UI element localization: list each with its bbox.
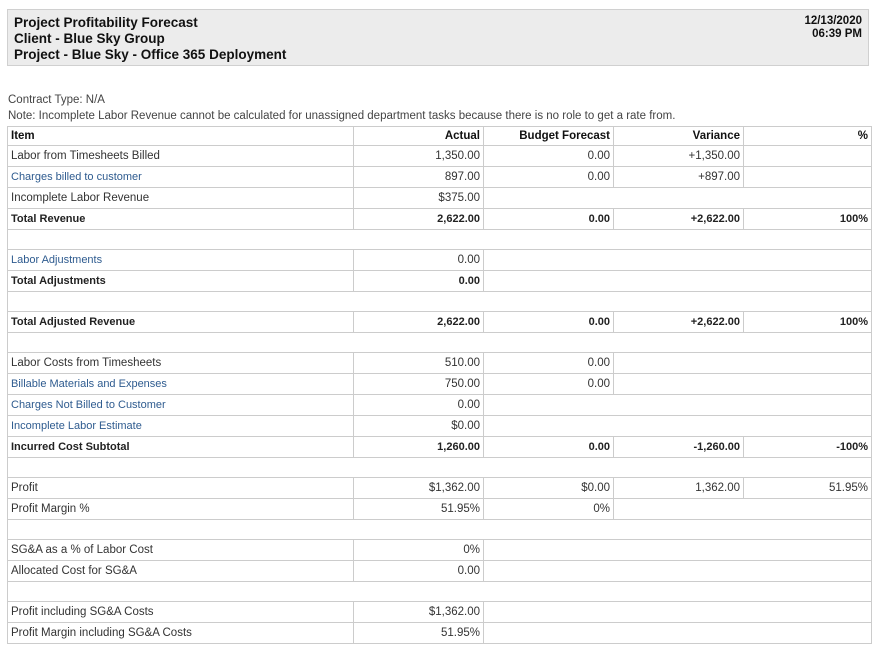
cell-budget: 0.00 <box>484 374 614 395</box>
cell-budget: 0.00 <box>484 146 614 167</box>
table-row <box>8 353 872 374</box>
cell-variance: +1,350.00 <box>614 146 744 167</box>
table-row <box>8 395 872 416</box>
row-label: SG&A as a % of Labor Cost <box>8 540 354 561</box>
cell-actual: 0% <box>354 540 484 561</box>
cell-actual: $0.00 <box>354 416 484 437</box>
cell-percent <box>744 146 872 167</box>
spacer-row <box>8 230 872 250</box>
table-row-total <box>8 209 872 230</box>
report-time: 06:39 PM <box>812 28 862 40</box>
cell-actual: 51.95% <box>354 623 484 644</box>
empty-cell <box>614 499 872 520</box>
cell-actual: 750.00 <box>354 374 484 395</box>
report-note: Note: Incomplete Labor Revenue cannot be calculated for unassigned department tasks because there is no role to get a rate from. <box>8 110 676 122</box>
row-label: Labor from Timesheets Billed <box>8 146 354 167</box>
cell-actual: 0.00 <box>354 250 484 271</box>
row-label: Allocated Cost for SG&A <box>8 561 354 582</box>
report-header <box>7 9 869 66</box>
empty-cell <box>484 602 872 623</box>
table-row <box>8 167 872 188</box>
cell-actual: 0.00 <box>354 561 484 582</box>
cell-actual: $1,362.00 <box>354 478 484 499</box>
row-label: Profit <box>8 478 354 499</box>
cell-budget: 0.00 <box>484 312 614 333</box>
project-name: Project - Blue Sky - Office 365 Deployment <box>14 47 287 62</box>
cell-budget: 0.00 <box>484 353 614 374</box>
cell-percent <box>744 167 872 188</box>
cell-actual: 2,622.00 <box>354 209 484 230</box>
empty-cell <box>614 374 872 395</box>
table-row <box>8 250 872 271</box>
cell-actual: 897.00 <box>354 167 484 188</box>
col-header-budget: Budget Forecast <box>484 127 614 146</box>
row-label: Profit Margin % <box>8 499 354 520</box>
empty-cell <box>484 271 872 292</box>
cell-percent: 100% <box>744 312 872 333</box>
col-header-percent: % <box>744 127 872 146</box>
table-header-row <box>8 127 872 146</box>
incomplete-labor-estimate-link[interactable]: Incomplete Labor Estimate <box>8 416 354 437</box>
cell-percent: -100% <box>744 437 872 458</box>
cell-actual: $375.00 <box>354 188 484 209</box>
cell-actual: 51.95% <box>354 499 484 520</box>
empty-cell <box>614 353 872 374</box>
cell-variance: +2,622.00 <box>614 312 744 333</box>
charges-billed-link[interactable]: Charges billed to customer <box>8 167 354 188</box>
row-label: Incomplete Labor Revenue <box>8 188 354 209</box>
table-row <box>8 374 872 395</box>
cell-percent: 100% <box>744 209 872 230</box>
report-date: 12/13/2020 <box>804 15 862 27</box>
cell-budget: 0.00 <box>484 167 614 188</box>
empty-cell <box>484 188 872 209</box>
empty-cell <box>484 561 872 582</box>
table-row <box>8 416 872 437</box>
cell-actual: 2,622.00 <box>354 312 484 333</box>
table-row <box>8 561 872 582</box>
col-header-variance: Variance <box>614 127 744 146</box>
empty-cell <box>484 623 872 644</box>
labor-adjustments-link[interactable]: Labor Adjustments <box>8 250 354 271</box>
table-row <box>8 499 872 520</box>
profitability-table <box>7 126 872 644</box>
cell-percent: 51.95% <box>744 478 872 499</box>
billable-materials-link[interactable]: Billable Materials and Expenses <box>8 374 354 395</box>
row-label: Total Revenue <box>8 209 354 230</box>
table-row <box>8 540 872 561</box>
empty-cell <box>484 416 872 437</box>
header-titles <box>14 15 286 63</box>
cell-actual: $1,362.00 <box>354 602 484 623</box>
cell-variance: +897.00 <box>614 167 744 188</box>
spacer-row <box>8 458 872 478</box>
cell-actual: 0.00 <box>354 395 484 416</box>
row-label: Incurred Cost Subtotal <box>8 437 354 458</box>
charges-not-billed-link[interactable]: Charges Not Billed to Customer <box>8 395 354 416</box>
table-row-total <box>8 437 872 458</box>
report-title: Project Profitability Forecast <box>14 15 198 30</box>
spacer-row <box>8 520 872 540</box>
cell-actual: 1,350.00 <box>354 146 484 167</box>
row-label: Total Adjusted Revenue <box>8 312 354 333</box>
table-row <box>8 146 872 167</box>
table-row <box>8 602 872 623</box>
spacer-row <box>8 292 872 312</box>
table-row-total <box>8 312 872 333</box>
empty-cell <box>484 395 872 416</box>
empty-cell <box>484 250 872 271</box>
cell-actual: 1,260.00 <box>354 437 484 458</box>
table-row <box>8 188 872 209</box>
contract-type: Contract Type: N/A <box>8 94 105 106</box>
row-label: Total Adjustments <box>8 271 354 292</box>
report-timestamp <box>804 15 862 41</box>
table-row <box>8 623 872 644</box>
cell-budget: $0.00 <box>484 478 614 499</box>
col-header-actual: Actual <box>354 127 484 146</box>
col-header-item: Item <box>8 127 354 146</box>
cell-budget: 0.00 <box>484 209 614 230</box>
spacer-row <box>8 582 872 602</box>
cell-budget: 0.00 <box>484 437 614 458</box>
empty-cell <box>484 540 872 561</box>
table-row <box>8 478 872 499</box>
spacer-row <box>8 333 872 353</box>
table-row-total <box>8 271 872 292</box>
client-name: Client - Blue Sky Group <box>14 31 165 46</box>
cell-variance: 1,362.00 <box>614 478 744 499</box>
row-label: Labor Costs from Timesheets <box>8 353 354 374</box>
cell-variance: -1,260.00 <box>614 437 744 458</box>
cell-variance: +2,622.00 <box>614 209 744 230</box>
cell-actual: 0.00 <box>354 271 484 292</box>
cell-actual: 510.00 <box>354 353 484 374</box>
row-label: Profit Margin including SG&A Costs <box>8 623 354 644</box>
row-label: Profit including SG&A Costs <box>8 602 354 623</box>
cell-budget: 0% <box>484 499 614 520</box>
